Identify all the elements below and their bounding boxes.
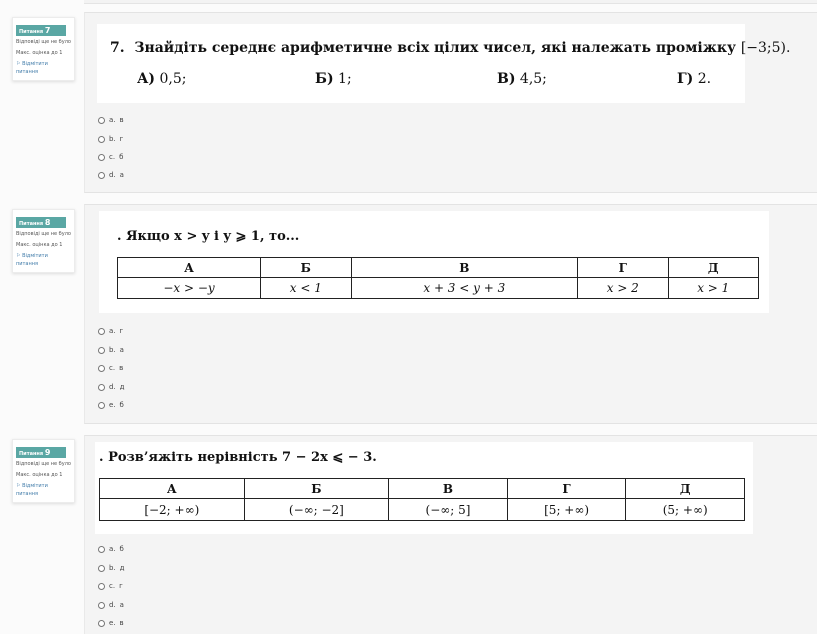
radio-button[interactable] — [98, 154, 105, 161]
answer-option[interactable] — [98, 345, 124, 355]
flag-label: Відмітити питання — [16, 61, 48, 75]
radio-button[interactable] — [98, 546, 105, 553]
choice-a — [137, 71, 186, 87]
option-label: b. — [109, 135, 116, 143]
choice-value: 0,5; — [159, 71, 187, 87]
question-lead: . — [99, 450, 104, 465]
answer-option[interactable] — [98, 618, 124, 628]
choice-letter: В) — [497, 71, 516, 87]
answer-option[interactable] — [98, 170, 124, 180]
answer-option[interactable] — [98, 563, 125, 573]
answer-option[interactable] — [98, 382, 125, 392]
answer-option[interactable] — [98, 115, 124, 125]
flag-label: Відмітити питання — [16, 483, 48, 497]
option-value: г — [119, 582, 123, 590]
option-label: c. — [109, 364, 116, 372]
flag-icon: ⚐ — [16, 253, 21, 259]
option-label: b. — [109, 564, 116, 572]
question-card-7 — [84, 12, 817, 193]
radio-button[interactable] — [98, 565, 105, 572]
table-header: А — [118, 258, 261, 278]
choice-letter: Б) — [315, 71, 334, 87]
table-cell: (−∞; 5] — [389, 499, 508, 521]
max-score: Макс. оцінка до 1 — [16, 472, 63, 478]
table-cell: x < 1 — [261, 278, 351, 299]
question-image-9 — [95, 442, 753, 534]
option-label: d. — [109, 383, 116, 391]
question-lead: 7. — [110, 40, 125, 56]
radio-button[interactable] — [98, 136, 105, 143]
table-cell: (−∞; −2] — [244, 499, 389, 521]
answer-option[interactable] — [98, 134, 123, 144]
question-label: Питання — [19, 221, 44, 227]
option-value: а — [119, 601, 124, 609]
answer-option[interactable] — [98, 363, 123, 373]
answer-option[interactable] — [98, 544, 124, 554]
answer-table — [99, 478, 745, 521]
question-text: Розв’яжіть нерівність 7 − 2x ⩽ − 3. — [108, 450, 377, 465]
answer-option[interactable] — [98, 400, 124, 410]
choice-value: 2. — [697, 71, 712, 87]
question-card-8 — [84, 204, 817, 424]
choice-c — [497, 71, 547, 87]
table-cell: (5; +∞) — [626, 499, 745, 521]
previous-question-bottom — [84, 0, 817, 4]
option-value: г — [119, 327, 124, 335]
option-value: г — [119, 135, 124, 143]
option-value: б — [119, 401, 124, 409]
choice-d — [677, 71, 711, 87]
option-value: в — [119, 116, 124, 124]
flag-icon: ⚐ — [16, 483, 21, 489]
table-header: Б — [244, 479, 389, 499]
question-image-7 — [97, 24, 791, 103]
question-number-badge — [16, 217, 66, 228]
option-value: б — [119, 545, 124, 553]
answer-status: Відповіді ще не було — [16, 231, 71, 237]
table-cell: x > 2 — [578, 278, 668, 299]
table-cell: x + 3 < y + 3 — [351, 278, 578, 299]
answer-table — [117, 257, 759, 299]
option-value: д — [119, 383, 125, 391]
answer-option[interactable] — [98, 326, 123, 336]
table-cell: [5; +∞) — [507, 499, 626, 521]
question-number: 9 — [44, 448, 51, 457]
radio-button[interactable] — [98, 402, 105, 409]
table-header: Б — [261, 258, 351, 278]
option-label: d. — [109, 601, 116, 609]
option-label: b. — [109, 346, 116, 354]
answer-status: Відповіді ще не було — [16, 39, 71, 45]
question-info-9 — [12, 439, 75, 503]
option-value: а — [119, 171, 124, 179]
choice-b — [315, 71, 352, 87]
radio-button[interactable] — [98, 602, 105, 609]
radio-button[interactable] — [98, 583, 105, 590]
table-header: Д — [668, 258, 758, 278]
max-score: Макс. оцінка до 1 — [16, 242, 63, 248]
flag-question-link[interactable] — [13, 252, 74, 268]
table-header: В — [389, 479, 508, 499]
question-number: 7 — [44, 26, 51, 35]
flag-question-link[interactable] — [13, 60, 74, 76]
flag-label: Відмітити питання — [16, 253, 48, 267]
question-number-badge — [16, 447, 66, 458]
question-card-9 — [84, 435, 817, 634]
radio-button[interactable] — [98, 328, 105, 335]
radio-button[interactable] — [98, 365, 105, 372]
question-text: Якщо x > y і y ⩾ 1, то... — [126, 229, 300, 244]
radio-button[interactable] — [98, 347, 105, 354]
answer-option[interactable] — [98, 581, 123, 591]
option-label: a. — [109, 327, 116, 335]
radio-button[interactable] — [98, 384, 105, 391]
option-label: a. — [109, 116, 116, 124]
table-header: Г — [507, 479, 626, 499]
option-value: а — [119, 346, 124, 354]
table-header: А — [100, 479, 245, 499]
question-label: Питання — [19, 29, 44, 35]
table-cell: x > 1 — [668, 278, 758, 299]
choice-letter: Г) — [677, 71, 694, 87]
question-lead: . — [117, 229, 122, 244]
radio-button[interactable] — [98, 172, 105, 179]
radio-button[interactable] — [98, 620, 105, 627]
flag-question-link[interactable] — [13, 482, 74, 498]
option-value: в — [119, 619, 124, 627]
question-info-7 — [12, 17, 75, 81]
question-info-8 — [12, 209, 75, 273]
choice-letter: А) — [137, 71, 156, 87]
answer-status: Відповіді ще не було — [16, 461, 71, 467]
option-label: c. — [109, 582, 116, 590]
max-score: Макс. оцінка до 1 — [16, 50, 63, 56]
option-value: в — [119, 364, 124, 372]
table-header: Г — [578, 258, 668, 278]
option-label: e. — [109, 619, 116, 627]
choice-value: 1; — [338, 71, 352, 87]
question-text: Знайдіть середнє арифметичне всіх цілих чисел, які належать проміжку — [134, 40, 736, 56]
table-header: В — [351, 258, 578, 278]
question-label: Питання — [19, 451, 44, 457]
table-cell: −x > −y — [118, 278, 261, 299]
radio-button[interactable] — [98, 117, 105, 124]
option-value: б — [119, 153, 124, 161]
option-label: c. — [109, 153, 116, 161]
answer-option[interactable] — [98, 152, 123, 162]
answer-option[interactable] — [98, 600, 124, 610]
question-number-badge — [16, 25, 66, 36]
option-value: д — [119, 564, 125, 572]
question-image-8 — [99, 211, 769, 313]
question-number: 8 — [44, 218, 51, 227]
option-label: a. — [109, 545, 116, 553]
flag-icon: ⚐ — [16, 61, 21, 67]
option-label: d. — [109, 171, 116, 179]
choice-value: 4,5; — [519, 71, 547, 87]
option-label: e. — [109, 401, 116, 409]
question-interval: [−3;5). — [740, 40, 791, 56]
table-cell: [−2; +∞) — [100, 499, 245, 521]
table-header: Д — [626, 479, 745, 499]
